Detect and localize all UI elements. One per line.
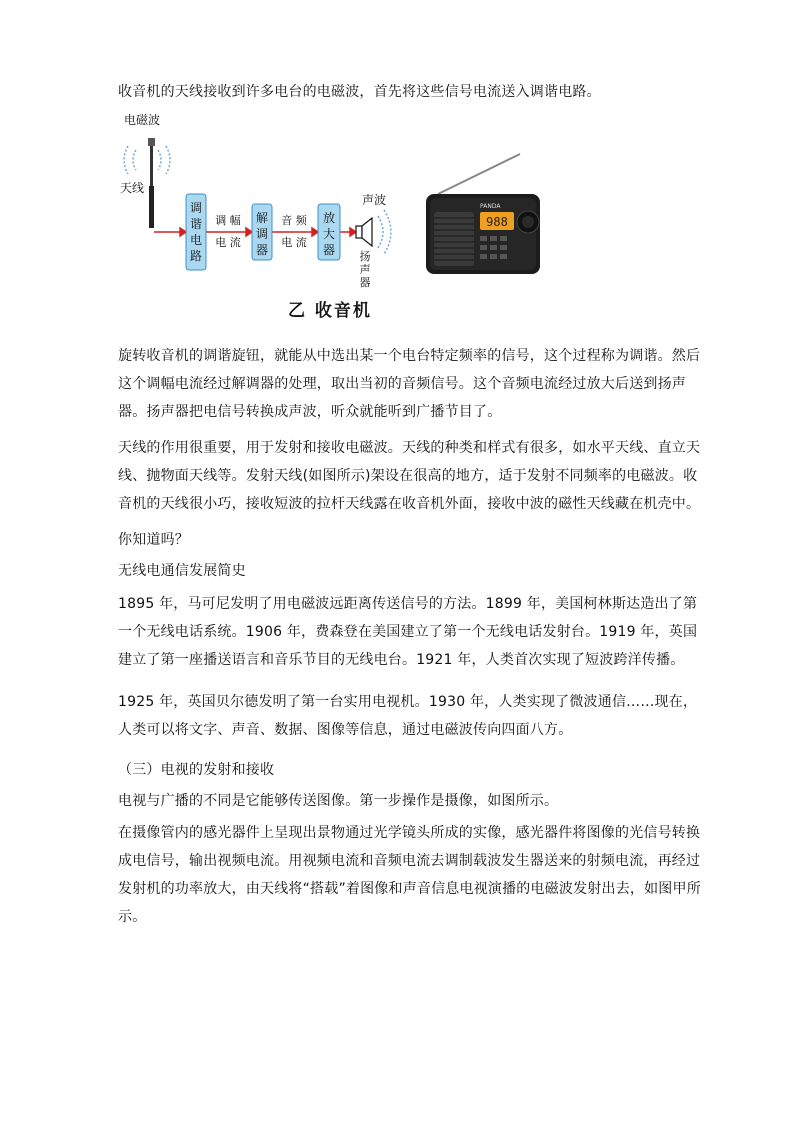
section-heading-tv: （三）电视的发射和接收 — [118, 762, 275, 778]
telescopic-antenna-icon — [438, 154, 520, 194]
figure-caption: 乙 收音机 — [288, 301, 372, 321]
svg-text:谐: 谐 — [189, 217, 203, 231]
svg-text:电 流: 电 流 — [281, 236, 307, 249]
svg-text:调: 调 — [189, 201, 203, 215]
radio-display-value: 988 — [486, 215, 508, 229]
antenna-icon — [148, 138, 155, 228]
svg-text:器: 器 — [359, 276, 371, 289]
paragraph-history-1: 1895 年，马可尼发明了用电磁波远距离传送信号的方法。1899 年，美国柯林斯达造出了第一个无线电话系统。1906 年，费森登在美国建立了第一个无线电话发射台。1919 年，英国建立了第一座播送语言和音乐节目的无线电台。1921 年，人类首次实现了短波跨洋传播。 — [118, 596, 698, 668]
sound-wave-icon — [378, 210, 391, 254]
speaker-icon — [356, 218, 372, 246]
speaker-grille-icon — [434, 212, 474, 266]
paragraph-antenna: 天线的作用很重要，用于发射和接收电磁波。天线的种类和样式有很多，如水平天线、直立天线、抛物面天线等。发射天线(如图所示)架设在很高的地方，适于发射不同频率的电磁波。收音机的天线很小巧，接收短波的拉杆天线露在收音机外面，接收中波的磁性天线藏在机壳中。 — [118, 440, 701, 512]
demodulator-box — [252, 204, 272, 260]
label-audio-current — [281, 213, 307, 249]
paragraph-tuning: 旋转收音机的调谐旋钮，就能从中选出某一个电台特定频率的信号，这个过程称为调谐。然后这个调幅电流经过解调器的处理，取出当初的音频信号。这个音频电流经过放大后送到扬声器。扬声器把电信号转换成声波，听众就能听到广播节目了。 — [118, 348, 701, 420]
svg-text:路: 路 — [189, 249, 203, 263]
label-em-wave: 电磁波 — [124, 113, 161, 127]
svg-text:音 频: 音 频 — [281, 214, 307, 227]
amplifier-box — [318, 204, 340, 260]
label-sound-wave: 声波 — [362, 193, 387, 207]
radio-brand: PANDA — [480, 203, 501, 210]
radio-buttons — [480, 236, 507, 259]
svg-text:扬: 扬 — [359, 250, 371, 263]
svg-text:器: 器 — [322, 243, 336, 257]
svg-text:声: 声 — [359, 263, 371, 276]
paragraph-history-2: 1925 年，英国贝尔德发明了第一台实用电视机。1930 年，人类实现了微波通信……现在，人类可以将文字、声音、数据、图像等信息，通过电磁波传向四面八方。 — [118, 694, 698, 738]
svg-text:调 幅: 调 幅 — [215, 214, 241, 227]
tuning-circuit-box — [186, 194, 206, 270]
paragraph-did-you-know: 你知道吗？ — [118, 532, 189, 548]
svg-text:电: 电 — [189, 233, 203, 247]
svg-text:大: 大 — [322, 227, 336, 241]
paragraph-history-title: 无线电通信发展简史 — [118, 563, 246, 579]
paragraph-tv-camera: 在摄像管内的感光器件上呈现出景物通过光学镜头所成的实像，感光器件将图像的光信号转换成电信号，输出视频电流。用视频电流和音频电流去调制载波发生器送来的射频电流，再经过发射机的功率放大，由天线将“搭载”着图像和声音信息电视演播的电磁波发射出去，如图甲所示。 — [118, 825, 701, 925]
svg-text:器: 器 — [255, 243, 269, 257]
radio-photo — [420, 150, 552, 278]
label-antenna: 天线 — [120, 181, 145, 195]
svg-text:调: 调 — [255, 227, 269, 241]
em-wave-icon — [124, 146, 170, 174]
paragraph-intro: 收音机的天线接收到许多电台的电磁波，首先将这些信号电流送入调谐电路。 — [118, 84, 601, 100]
svg-text:解: 解 — [255, 211, 269, 225]
svg-text:放: 放 — [322, 211, 336, 225]
paragraph-tv-intro: 电视与广播的不同是它能够传送图像。第一步操作是摄像，如图所示。 — [118, 793, 559, 809]
label-am-current — [215, 213, 241, 249]
svg-text:电 流: 电 流 — [215, 236, 241, 249]
label-speaker — [360, 249, 371, 289]
